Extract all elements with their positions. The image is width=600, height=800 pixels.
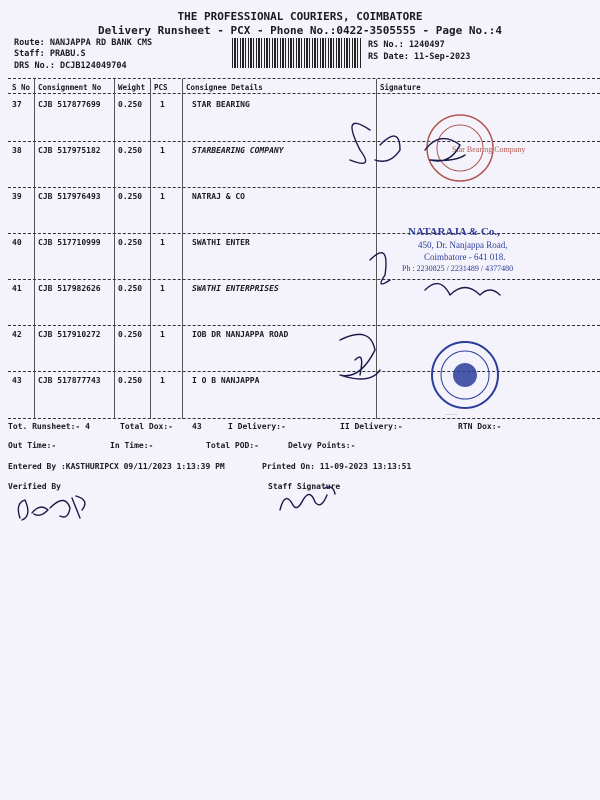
- nataraja-stamp-phone: Ph : 2230825 / 2231489 / 4377480: [402, 264, 514, 273]
- col-pcs: PCS: [154, 83, 168, 92]
- in-time: In Time:-: [110, 441, 154, 450]
- printed-on: Printed On: 11-09-2023 13:13:51: [262, 462, 412, 471]
- row-consignment: CJB 517976493: [38, 192, 101, 201]
- row-weight: 0.250: [118, 238, 143, 247]
- row-weight: 0.250: [118, 284, 143, 293]
- barcode: [232, 38, 362, 68]
- rtn-dox: RTN Dox:-: [458, 422, 502, 431]
- row-consignment: CJB 517982626: [38, 284, 101, 293]
- nataraja-stamp-address1: 450, Dr. Nanjappa Road,: [418, 240, 508, 250]
- row-consignment: CJB 517975182: [38, 146, 101, 155]
- row-pcs: 1: [160, 100, 165, 109]
- star-bearing-stamp: [427, 115, 525, 181]
- row-pcs: 1: [160, 146, 165, 155]
- col-divider: [182, 79, 183, 419]
- verifier-signature: [10, 488, 100, 528]
- delivery-points: Delvy Points:-: [288, 441, 356, 450]
- col-sno: S No: [12, 83, 31, 92]
- row-sno: 43: [12, 376, 22, 385]
- row-sno: 40: [12, 238, 22, 247]
- total-runsheet: Tot. Runsheet:- 4: [8, 422, 90, 431]
- drs-number: DRS No.: DCJB124049704: [14, 61, 127, 71]
- row-pcs: 1: [160, 192, 165, 201]
- row-consignee: NATRAJ & CO: [192, 192, 245, 201]
- row-weight: 0.250: [118, 376, 143, 385]
- row-consignment: CJB 517877699: [38, 100, 101, 109]
- ii-delivery: II Delivery:-: [340, 422, 403, 431]
- nataraja-stamp-name: NATARAJA & Co.,: [408, 226, 500, 238]
- rs-date: RS Date: 11-Sep-2023: [368, 52, 471, 62]
- table-bottom-rule: [8, 418, 600, 419]
- row-consignee: SWATHI ENTER: [192, 238, 250, 247]
- row-pcs: 1: [160, 376, 165, 385]
- nataraja-stamp-address2: Coimbatore - 641 018.: [424, 252, 506, 262]
- company-title: THE PROFESSIONAL COURIERS, COIMBATORE: [177, 10, 423, 23]
- row-weight: 0.250: [118, 100, 143, 109]
- route-label: Route: NANJAPPA RD BANK CMS: [14, 38, 153, 48]
- entered-by: Entered By :KASTHURIPCX 09/11/2023 1:13:39 PM: [8, 462, 225, 471]
- runsheet-title: Delivery Runsheet - PCX - Phone No.:0422-3505555 - Page No.:4: [98, 24, 502, 37]
- staff-signature-label: Staff Signature: [268, 482, 341, 491]
- bank-stamp: [432, 342, 498, 416]
- total-pod: Total POD:-: [206, 441, 259, 450]
- row-consignee: STAR BEARING: [192, 100, 250, 109]
- col-consignment: Consignment No: [38, 83, 102, 92]
- row-sno: 41: [12, 284, 22, 293]
- row-sno: 39: [12, 192, 22, 201]
- table-top-rule: [8, 78, 600, 79]
- i-delivery: I Delivery:-: [228, 422, 286, 431]
- col-divider: [150, 79, 151, 419]
- star-stamp-text: Star Bearing Company: [452, 145, 526, 154]
- row-consignment: CJB 517877743: [38, 376, 101, 385]
- col-divider: [114, 79, 115, 419]
- row-pcs: 1: [160, 238, 165, 247]
- row-sno: 37: [12, 100, 22, 109]
- row-pcs: 1: [160, 330, 165, 339]
- row-sno: 42: [12, 330, 22, 339]
- staff-signature: [275, 480, 345, 520]
- total-dox-label: Total Dox:-: [120, 422, 173, 431]
- bank-stamp-text: Indian Overseas Bank: [445, 415, 458, 416]
- row-consignee: SWATHI ENTERPRISES: [192, 284, 279, 293]
- row-sno: 38: [12, 146, 22, 155]
- col-weight: Weight: [118, 83, 146, 92]
- col-signature: Signature: [380, 83, 421, 92]
- row-consignment: CJB 517910272: [38, 330, 101, 339]
- verified-by: Verified By: [8, 482, 61, 491]
- row-consignment: CJB 517710999: [38, 238, 101, 247]
- row-consignee: STARBEARING COMPANY: [192, 146, 284, 155]
- col-divider: [34, 79, 35, 419]
- staff-label: Staff: PRABU.S: [14, 49, 86, 59]
- row-consignee: IOB DR NANJAPPA ROAD: [192, 330, 289, 339]
- rs-number: RS No.: 1240497: [368, 40, 445, 50]
- total-dox-value: 43: [192, 422, 202, 431]
- signature-stamps: [330, 90, 530, 416]
- row-weight: 0.250: [118, 192, 143, 201]
- row-weight: 0.250: [118, 146, 143, 155]
- row-weight: 0.250: [118, 330, 143, 339]
- row-consignee: I O B NANJAPPA: [192, 376, 260, 385]
- col-consignee: Consignee Details: [186, 83, 263, 92]
- out-time: Out Time:-: [8, 441, 57, 450]
- row-pcs: 1: [160, 284, 165, 293]
